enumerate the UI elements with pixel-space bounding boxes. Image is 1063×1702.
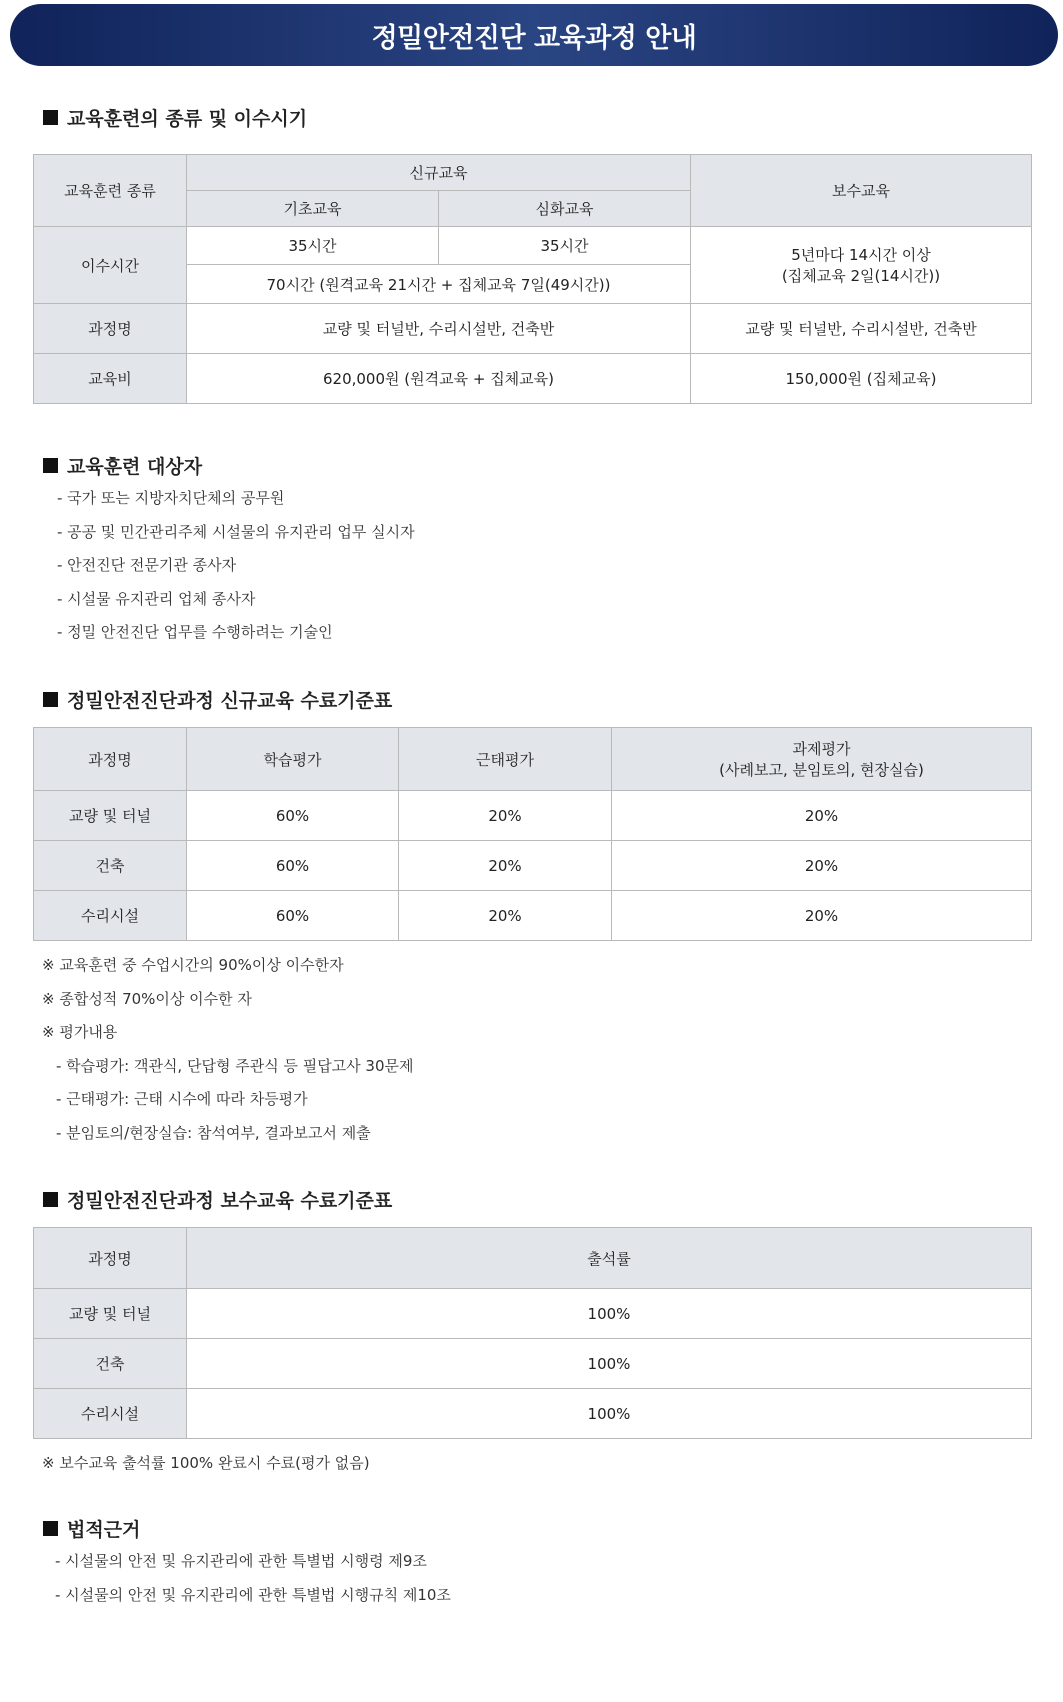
refresher-hours-line2: (집체교육 2일(14시간)) [781, 267, 941, 285]
header-cell-attendance-rate: 출석률 [187, 1228, 1032, 1289]
table-row [34, 791, 1032, 841]
header-cell-type: 교육훈련 종류 [34, 155, 187, 227]
page-title: 정밀안전진단 교육과정 안내 [371, 22, 697, 54]
task-eval-line2: (사례보고, 분임토의, 현장실습) [719, 761, 924, 779]
note-item: ※ 평가내용 [42, 1023, 118, 1041]
cell-study: 60% [187, 841, 399, 891]
cell-task: 20% [612, 891, 1032, 941]
cell-attendance: 20% [399, 891, 612, 941]
square-bullet-icon [43, 1192, 58, 1207]
cell-attendance: 20% [399, 791, 612, 841]
list-item: - 국가 또는 지방자치단체의 공무원 [57, 489, 285, 507]
cell-advanced-hours: 35시간 [439, 227, 691, 265]
header-cell-advanced-education: 심화교육 [439, 191, 691, 227]
cell-new-courses: 교량 및 터널반, 수리시설반, 건축반 [187, 304, 691, 354]
header-cell-attendance-eval: 근태평가 [399, 728, 612, 791]
square-bullet-icon [43, 458, 58, 473]
cell-total-hours: 70시간 (원격교육 21시간 + 집체교육 7일(49시간)) [187, 265, 691, 304]
square-bullet-icon [43, 110, 58, 125]
section-heading-targets [43, 452, 202, 479]
cell-refresher-courses: 교량 및 터널반, 수리시설반, 건축반 [691, 304, 1032, 354]
header-cell-new-education: 신규교육 [187, 155, 691, 191]
note-item: ※ 종합성적 70%이상 이수한 자 [42, 989, 252, 1008]
refresher-notes [42, 1447, 370, 1481]
list-item: - 시설물의 안전 및 유지관리에 관한 특별법 시행규칙 제10조 [55, 1585, 451, 1604]
refresher-criteria-table [33, 1227, 1032, 1439]
list-item: - 시설물의 안전 및 유지관리에 관한 특별법 시행령 제9조 [55, 1552, 427, 1570]
sub-note-item: - 학습평가: 객관식, 단답형 주관식 등 필답고사 30문제 [56, 1056, 414, 1075]
header-cell-refresher-education: 보수교육 [691, 155, 1032, 227]
cell-refresher-hours [691, 227, 1032, 304]
refresher-hours-line1: 5년마다 14시간 이상 [791, 246, 931, 264]
table-row [34, 1289, 1032, 1339]
section-heading-legal-basis [43, 1515, 140, 1542]
header-cell-course: 과정명 [34, 728, 187, 791]
section-heading-text: 법적근거 [67, 1519, 141, 1541]
cell-task: 20% [612, 841, 1032, 891]
section-heading-types [43, 104, 307, 131]
section-heading-new-criteria [43, 686, 392, 713]
cell-refresher-fee: 150,000원 (집체교육) [691, 354, 1032, 404]
cell-rate: 100% [187, 1289, 1032, 1339]
note-item: ※ 교육훈련 중 수업시간의 90%이상 이수한자 [42, 956, 344, 974]
cell-course: 건축 [34, 841, 187, 891]
new-education-criteria-table [33, 727, 1032, 941]
square-bullet-icon [43, 1521, 58, 1536]
cell-course: 수리시설 [34, 1389, 187, 1439]
task-eval-line1: 과제평가 [792, 740, 851, 758]
section-heading-text: 정밀안전진단과정 신규교육 수료기준표 [67, 690, 393, 712]
list-item: - 정밀 안전진단 업무를 수행하려는 기술인 [57, 623, 333, 641]
cell-rate: 100% [187, 1339, 1032, 1389]
list-item: - 시설물 유지관리 업체 종사자 [57, 589, 256, 608]
cell-study: 60% [187, 891, 399, 941]
new-education-notes [42, 949, 414, 1150]
cell-course: 교량 및 터널 [34, 791, 187, 841]
cell-task: 20% [612, 791, 1032, 841]
note-item: ※ 보수교육 출석률 100% 완료시 수료(평가 없음) [42, 1454, 370, 1472]
title-banner [10, 4, 1058, 66]
header-cell-task-eval [612, 728, 1032, 791]
section-heading-text: 교육훈련 대상자 [67, 456, 203, 478]
cell-new-fee: 620,000원 (원격교육 + 집체교육) [187, 354, 691, 404]
sub-note-item: - 분임토의/현장실습: 참석여부, 결과보고서 제출 [56, 1123, 371, 1142]
row-label-fee: 교육비 [34, 354, 187, 404]
cell-study: 60% [187, 791, 399, 841]
row-label-hours: 이수시간 [34, 227, 187, 304]
sub-note-item: - 근태평가: 근태 시수에 따라 차등평가 [56, 1090, 308, 1108]
section-heading-text: 정밀안전진단과정 보수교육 수료기준표 [67, 1190, 393, 1212]
table-row [34, 1339, 1032, 1389]
cell-course: 건축 [34, 1339, 187, 1389]
square-bullet-icon [43, 692, 58, 707]
legal-basis-list [55, 1545, 451, 1612]
table-row [34, 841, 1032, 891]
header-cell-basic-education: 기초교육 [187, 191, 439, 227]
header-cell-course: 과정명 [34, 1228, 187, 1289]
header-cell-study-eval: 학습평가 [187, 728, 399, 791]
cell-course: 수리시설 [34, 891, 187, 941]
section-heading-refresher-criteria [43, 1186, 392, 1213]
cell-basic-hours: 35시간 [187, 227, 439, 265]
cell-rate: 100% [187, 1389, 1032, 1439]
education-types-table [33, 154, 1032, 404]
target-list [57, 482, 415, 650]
list-item: - 공공 및 민간관리주체 시설물의 유지관리 업무 실시자 [57, 522, 415, 541]
table-row [34, 1389, 1032, 1439]
cell-course: 교량 및 터널 [34, 1289, 187, 1339]
list-item: - 안전진단 전문기관 종사자 [57, 556, 237, 574]
row-label-course: 과정명 [34, 304, 187, 354]
section-heading-text: 교육훈련의 종류 및 이수시기 [67, 108, 308, 130]
table-row [34, 891, 1032, 941]
cell-attendance: 20% [399, 841, 612, 891]
